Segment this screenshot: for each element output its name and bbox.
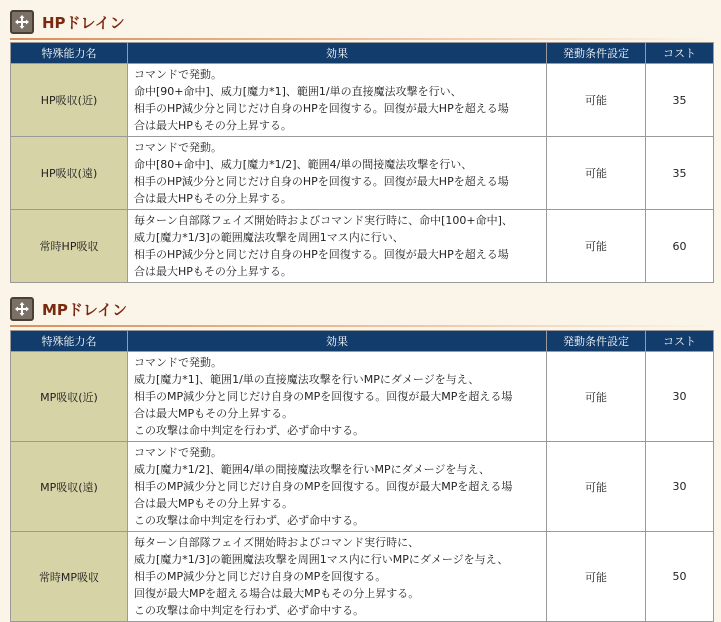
effect-line: 命中[80+命中]、威力[魔力*1/2]、範囲4/単の間接魔法攻撃を行い、 [134,158,473,171]
effect-line: 相手のHP減少分と同じだけ自身のHPを回復する。回復が最大HPを超える場 [134,102,509,115]
ability-cost: 35 [646,64,714,137]
section-divider [10,325,713,327]
effect-line: この攻撃は命中判定を行わず、必ず命中する。 [134,514,365,527]
hp-drain-table [10,42,714,283]
effect-line: 相手のMP減少分と同じだけ自身のMPを回復する。 [134,570,387,583]
activation-condition: 可能 [547,64,646,137]
ability-cost: 50 [646,532,714,622]
ability-effect [128,210,547,283]
table-row [11,532,714,622]
section-title-mp-drain [10,295,127,323]
ability-effect [128,64,547,137]
effect-line: 回復が最大MPを超える場合は最大MPもその分上昇する。 [134,587,420,600]
mp-drain-table [10,330,714,622]
effect-line: 合は最大MPもその分上昇する。 [134,407,294,420]
effect-line: コマンドで発動。 [134,356,222,369]
effect-line: 合は最大HPもその分上昇する。 [134,265,292,278]
table-row [11,64,714,137]
ability-effect [128,352,547,442]
section-title-hp-drain [10,8,125,36]
table-row [11,352,714,442]
effect-line: 相手のHP減少分と同じだけ自身のHPを回復する。回復が最大HPを超える場 [134,248,509,261]
activation-condition: 可能 [547,210,646,283]
effect-line: 威力[魔力*1]、範囲1/単の直接魔法攻撃を行いMPにダメージを与え、 [134,373,480,386]
ability-cost: 60 [646,210,714,283]
column-header: 特殊能力名 [11,331,128,352]
ability-name: 常時HP吸収 [11,210,128,283]
effect-line: コマンドで発動。 [134,141,222,154]
section-divider [10,38,713,40]
activation-condition: 可能 [547,442,646,532]
column-header: 発動条件設定 [547,331,646,352]
expand-icon[interactable] [10,10,34,34]
effect-line: 相手のMP減少分と同じだけ自身のMPを回復する。回復が最大MPを超える場 [134,480,513,493]
effect-line: 合は最大HPもその分上昇する。 [134,192,292,205]
effect-line: 合は最大HPもその分上昇する。 [134,119,292,132]
expand-icon[interactable] [10,297,34,321]
table-row [11,137,714,210]
column-header: コスト [646,43,714,64]
ability-name: HP吸収(遠) [11,137,128,210]
effect-line: 相手のMP減少分と同じだけ自身のMPを回復する。回復が最大MPを超える場 [134,390,513,403]
activation-condition: 可能 [547,137,646,210]
column-header: 発動条件設定 [547,43,646,64]
effect-line: この攻撃は命中判定を行わず、必ず命中する。 [134,424,365,437]
effect-line: この攻撃は命中判定を行わず、必ず命中する。 [134,604,365,617]
activation-condition: 可能 [547,532,646,622]
table-header-row [11,43,714,64]
effect-line: 毎ターン自部隊フェイズ開始時およびコマンド実行時に、命中[100+命中]、 [134,214,513,227]
activation-condition: 可能 [547,352,646,442]
ability-name: MP吸収(近) [11,352,128,442]
effect-line: 毎ターン自部隊フェイズ開始時およびコマンド実行時に、 [134,536,420,549]
ability-name: MP吸収(遠) [11,442,128,532]
table-header-row [11,331,714,352]
effect-line: 合は最大MPもその分上昇する。 [134,497,294,510]
column-header: 効果 [128,43,547,64]
effect-line: 威力[魔力*1/3]の範囲魔法攻撃を周囲1マス内に行いMPにダメージを与え、 [134,553,509,566]
section-title-label: MPドレイン [42,300,128,319]
table-row [11,442,714,532]
column-header: 効果 [128,331,547,352]
effect-line: 相手のHP減少分と同じだけ自身のHPを回復する。回復が最大HPを超える場 [134,175,509,188]
ability-effect [128,442,547,532]
effect-line: 命中[90+命中]、威力[魔力*1]、範囲1/単の直接魔法攻撃を行い、 [134,85,462,98]
effect-line: コマンドで発動。 [134,68,222,81]
ability-cost: 30 [646,352,714,442]
section-title-label: HPドレイン [42,13,125,32]
ability-effect [128,532,547,622]
table-row [11,210,714,283]
effect-line: 威力[魔力*1/3]の範囲魔法攻撃を周囲1マス内に行い、 [134,231,404,244]
effect-line: コマンドで発動。 [134,446,222,459]
column-header: コスト [646,331,714,352]
ability-name: 常時MP吸収 [11,532,128,622]
ability-name: HP吸収(近) [11,64,128,137]
effect-line: 威力[魔力*1/2]、範囲4/単の間接魔法攻撃を行いMPにダメージを与え、 [134,463,491,476]
ability-cost: 35 [646,137,714,210]
ability-effect [128,137,547,210]
ability-cost: 30 [646,442,714,532]
column-header: 特殊能力名 [11,43,128,64]
